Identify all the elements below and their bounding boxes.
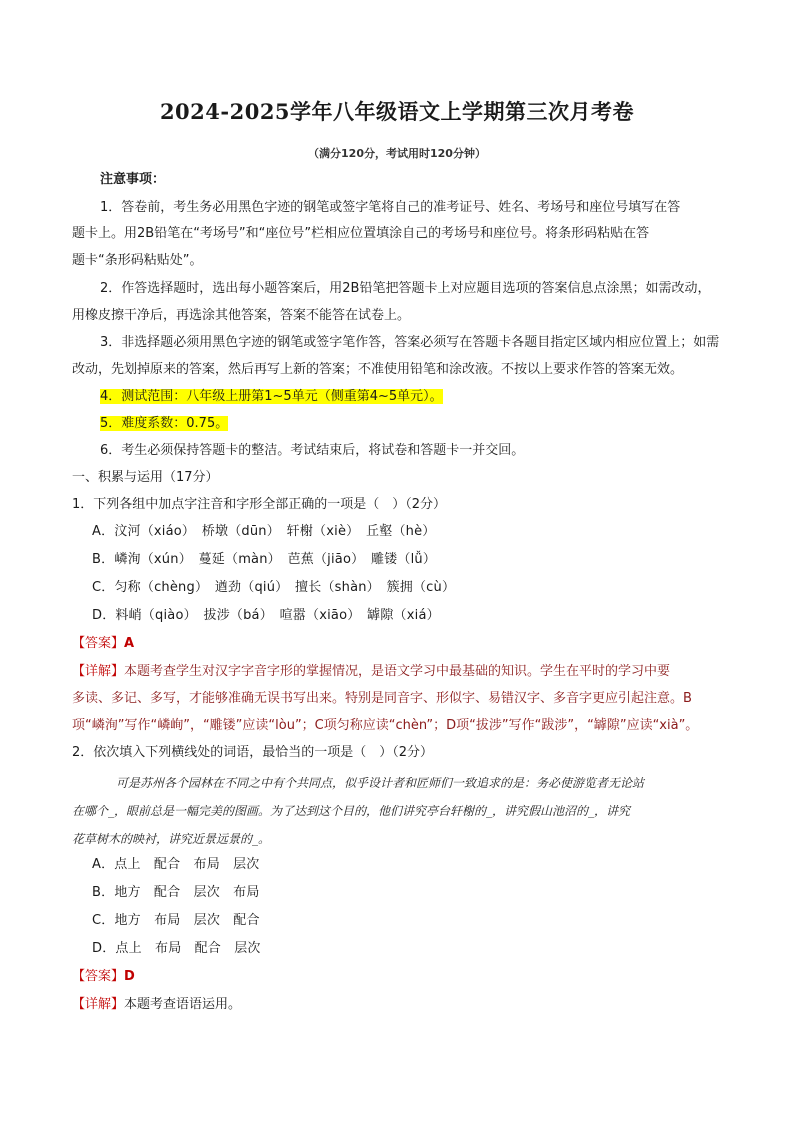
page-title: 2024-2025学年八年级语文上学期第三次月考卷 (159, 99, 635, 124)
q1-detail-line-2: 多读、多记、多写，才能够准确无误书写出来。特别是同音字、形似字、易错汉字、多音字更应引起注意。B (72, 691, 692, 706)
q2-option-b: B．地方 配合 层次 布局 (92, 885, 260, 900)
q1-detail-tag: 【详解】 (72, 664, 125, 679)
notes-line-5: 用橡皮擦干净后，再选涂其他答案，答案不能答在试卷上。 (72, 308, 411, 323)
q2-answer-value: D (124, 969, 135, 984)
q2-detail (72, 997, 241, 1013)
q1-answer-value: A (124, 636, 135, 651)
q1-stem: 1．下列各组中加点字注音和字形全部正确的一项是（ ）（2分） (72, 497, 447, 512)
q2-answer-tag: 【答案】 (72, 969, 125, 984)
notes-line-6: 3．非选择题必须用黑色字迹的钢笔或签字笔作答，答案必须写在答题卡各题目指定区域内相应位置上；如需 (100, 335, 720, 350)
page-subtitle: （满分120分，考试用时120分钟） (308, 147, 486, 160)
q2-option-a: A．点上 配合 布局 层次 (92, 857, 260, 872)
q2-detail-tag: 【详解】 (72, 997, 125, 1012)
highlight-range-text: 4．测试范围：八年级上册第1~5单元（侧重第4~5单元）。 (100, 389, 443, 404)
notes-line-4: 2．作答选择题时，选出每小题答案后，用2B铅笔把答题卡上对应题目选项的答案信息点涂黑；如需改动， (100, 281, 711, 296)
notes-highlight-difficulty (100, 416, 228, 432)
notes-line-1: 1．答卷前，考生务必用黑色字迹的钢笔或签字笔将自己的准考证号、姓名、考场号和座位号填写在答 (100, 200, 681, 215)
highlight-difficulty-text: 5．难度系数：0.75。 (100, 416, 229, 431)
notes-highlight-range (100, 389, 443, 405)
notes-line-2: 题卡上。用2B铅笔在“考场号”和“座位号”栏相应位置填涂自己的考场号和座位号。将条形码粘贴在答 (72, 226, 650, 241)
q1-option-b: B．嶙洵（xún） 蔓延（màn） 芭蕉（jiāo） 雕镂（lǚ） (92, 552, 437, 567)
q1-detail-text-1: 本题考查学生对汉字字音字形的掌握情况，是语文学习中最基础的知识。学生在平时的学习中要 (124, 664, 671, 679)
q1-option-c: C．匀称（chèng） 遒劲（qiú） 擅长（shàn） 簇拥（cù） (92, 580, 456, 595)
q2-detail-text: 本题考查语语运用。 (124, 997, 242, 1012)
q1-option-a: A．汶河（xiáo） 桥墩（dūn） 轩榭（xiè） 丘壑（hè） (92, 524, 436, 539)
q1-answer-tag: 【答案】 (72, 636, 125, 651)
section-heading: 一、积累与运用（17分） (72, 470, 219, 485)
notes-heading: 注意事项： (100, 172, 166, 187)
q1-option-d: D．料峭（qiào） 拔涉（bá） 喧嚣（xiāo） 罅隙（xiá） (92, 608, 440, 623)
q2-option-c: C．地方 布局 层次 配合 (92, 913, 260, 928)
q1-detail-line-3: 项“嶙洵”写作“嶙峋”，“雕镂”应读“lòu”；C项匀称应读“chèn”；D项“拔涉”写作“跋涉”，“罅隙”应读“xià”。 (72, 718, 699, 733)
q2-passage-line-1: 可是苏州各个园林在不同之中有个共同点，似乎设计者和匠师们一致追求的是：务必使游览者无论站 (116, 776, 645, 790)
notes-line-3: 题卡“条形码粘贴处”。 (72, 253, 203, 268)
notes-line-8: 6．考生必须保持答题卡的整洁。考试结束后，将试卷和答题卡一并交回。 (100, 443, 525, 458)
q2-passage-line-2: 在哪个_，眼前总是一幅完美的图画。为了达到这个目的，他们讲究亭台轩榭的_，讲究假山池沼的_，讲究 (72, 804, 631, 818)
q2-stem: 2．依次填入下列横线处的词语，最恰当的一项是（ ）（2分） (72, 745, 434, 760)
q2-passage-line-3: 花草树木的映衬，讲究近景远景的_。 (72, 832, 271, 846)
q1-answer (72, 636, 134, 652)
q2-answer (72, 969, 135, 985)
notes-line-7: 改动，先划掉原来的答案，然后再写上新的答案；不准使用铅笔和涂改液。不按以上要求作答的答案无效。 (72, 362, 684, 377)
q2-option-d: D．点上 布局 配合 层次 (92, 941, 261, 956)
q1-detail-line-1 (72, 664, 670, 680)
